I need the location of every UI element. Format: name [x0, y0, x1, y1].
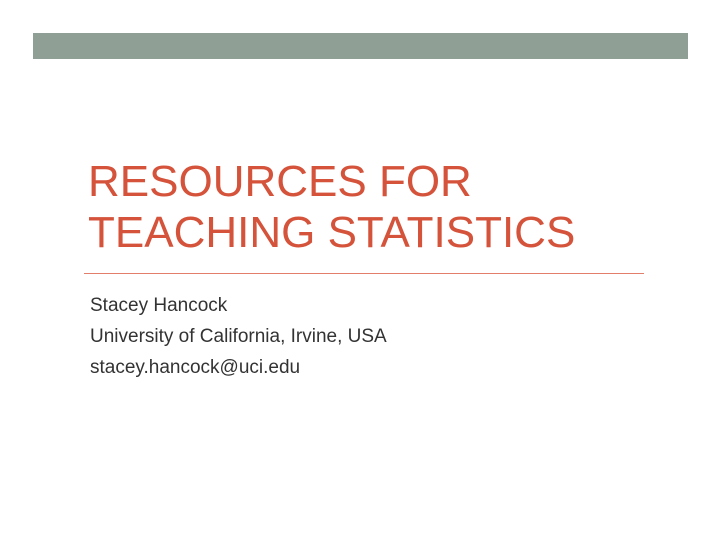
title-divider: [84, 273, 644, 274]
slide-title-line-2: TEACHING STATISTICS: [88, 208, 576, 257]
author-affiliation: University of California, Irvine, USA: [90, 326, 387, 347]
slide-title-line-1: RESOURCES FOR: [88, 157, 472, 206]
top-accent-bar: [33, 33, 688, 59]
slide-subtitle: [90, 290, 650, 383]
slide-title: [88, 156, 668, 258]
author-email: stacey.hancock@uci.edu: [90, 357, 301, 378]
author-name: Stacey Hancock: [90, 295, 228, 316]
